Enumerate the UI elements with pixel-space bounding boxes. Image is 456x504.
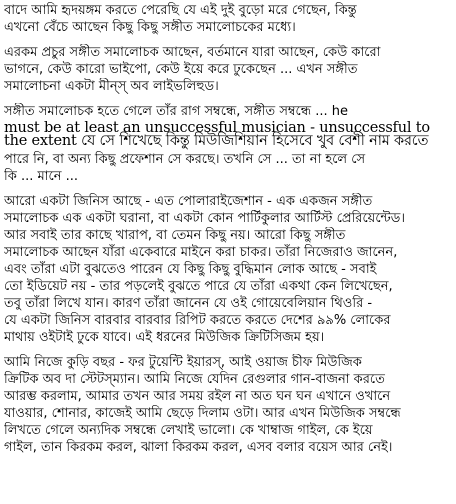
text-line: পারে নি, বা অন্য কিছু প্রফেশান সে করছে। তখনি সে ... তা না হলে সে — [4, 152, 366, 167]
text-line: বাদে আমি হৃদয়ঙ্গম করতে পেরেছি যে এই দুই বুড়ো মরে গেছেন, কিন্তু — [4, 3, 357, 18]
text-line: সমালোচক এক একটা ঘরানা, বা একটা কোন পার্টিকুলার আর্টিস্ট প্রেরিয়েন্টেড। — [4, 211, 405, 226]
paragraph-5 — [4, 354, 452, 456]
text-line: আমি নিজে কুড়ি বছর - ফর টুয়েন্টি ইয়ারস্‌, আই ওয়াজ চীফ মিউজিক — [4, 355, 362, 370]
text-line: মাথায় ওইটাই ঢুকে যাবে। এই ধরনের মিউজিক ক্রিটিসিজম হয়। — [4, 330, 325, 345]
text-line: সমালোচক আছেন যাঁরা একেবারে মাইনে করা চাকর। তাঁরা নিজেরাও জানেন, — [4, 245, 398, 260]
text-line: সঙ্গীত সমালোচক হতে গেলে তাঁর রাগ সম্বন্ধে, সঙ্গীত সম্বন্ধে ... he — [4, 104, 348, 119]
text-line: ভাগনে, কেউ কারো ভাইপো, কেউ ইয়ে করে ঢুকেছেন ... এখন সঙ্গীত — [4, 62, 358, 77]
text-line: আরম্ভ করলাম, আমার তখন আর সময় রইল না অত ঘন ঘন এখানে ওখানে — [4, 389, 391, 404]
text-line: ক্রিটিক অব দা স্টেটস্‌ম্যান। আমি নিজে যেদিন রেগুলার গান-বাজনা করতে — [4, 372, 385, 387]
text-line: কি ... মানে ... — [4, 169, 78, 184]
text-line: যাওয়ার, শোনার, কাজেই আমি ছেড়ে দিলাম ওটা। আর এখন মিউজিক সম্বন্ধে — [4, 406, 401, 421]
text-line: তবু তাঁরা লিখে যান। কারণ তাঁরা জানেন যে ওই গোয়েবেলিয়ান থিওরি - — [4, 296, 373, 311]
paragraph-2 — [4, 44, 452, 95]
text-line: তো ইডিয়েট নয় - তার পড়লেই বুঝতে পারে যে তাঁরা একথা কেন লিখেছেন, — [4, 279, 393, 294]
paragraph-4 — [4, 193, 452, 346]
text-line: আর সবাই তার কাছে খারাপ, বা তেমন কিছু নয়। আরো কিছু সঙ্গীত — [4, 228, 346, 243]
text-line: এরকম প্রচুর সঙ্গীত সমালোচক আছেন, বর্তমানে যারা আছেন, কেউ কারো — [4, 45, 381, 60]
paragraph-3 — [4, 103, 452, 185]
mixed-text-line: the extent যে সে শিখেছে কিন্তু মিউজিশিয়ান হিসেবে খুব বেশী নাম করতে — [4, 133, 429, 149]
text-line: গাইল, তান কিরকম করল, ঝালা কিরকম করল, এসব বলার বয়েস আর নেই। — [4, 440, 393, 455]
text-line: সমালোচনা একটা মীন্‌স্‌ অব লাইভলিহুড। — [4, 79, 219, 94]
text-line: এখনো বেঁচে আছেন কিছু কিছু সঙ্গীত সমালোচকের মধ্যে। — [4, 20, 296, 35]
text-line: যে একটা জিনিস বারবার বারবার রিপিট করতে করতে দেশের ৯৯% লোকের — [4, 313, 391, 328]
text-line: লিখতে গেলে অন্যদিক সম্বন্ধে লেখাই ভালো। কে খাম্বাজ গাইল, কে ইয়ে — [4, 423, 373, 438]
text-line: এবং তাঁরা এটা বুঝতেও পারেন যে কিছু কিছু বুদ্ধিমান লোক আছে - সবাই — [4, 262, 377, 277]
text-line: আরো একটা জিনিস আছে - এত পোলারাইজেশান - এক একজন সঙ্গীত — [4, 194, 373, 209]
english-text-line: must be at least an unsuccessful musician - unsuccessful to — [4, 120, 430, 136]
paragraph-1 — [4, 2, 452, 36]
